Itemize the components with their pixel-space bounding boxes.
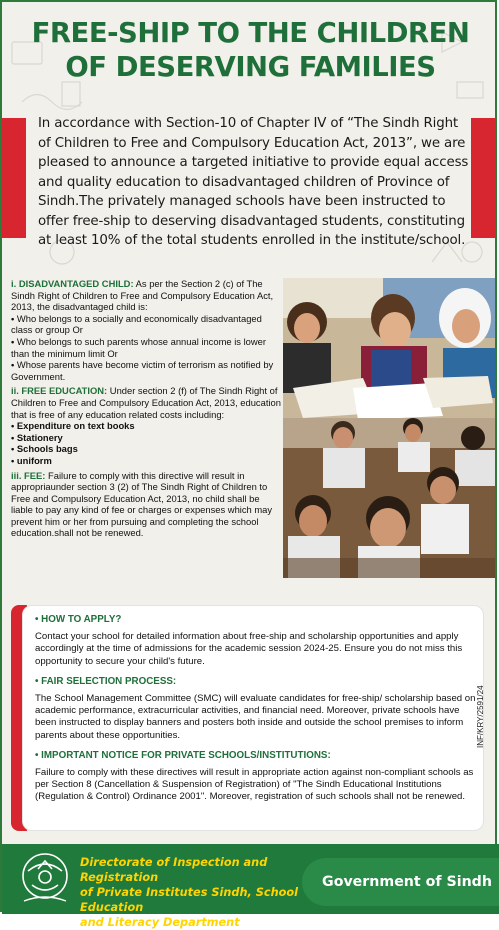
fair-selection-body: The School Management Committee (SMC) will evaluate candidates for free-ship/ scholarship based on academic performance, extracurricular activities, and financial need. Moreover, private schools have been instructed to display banners and posters both inside and outside the school premises to inform parents about these opportunities. [35,693,476,741]
footer-department [80,855,310,930]
red-accent-bar-right [471,118,495,238]
disadvantaged-heading: i. DISADVANTAGED CHILD: [11,278,134,289]
list-item: • uniform [11,455,281,467]
free-education-items [11,420,281,466]
disadvantaged-list [11,313,281,383]
fee-text: Failure to comply with this directive will result in appropriaunder section 3 (2) of The Sindh Right of Children to Free and Compulsory Education Act, 2013, no child shall be liable to pay any kind of fee or charges or expenses which may prevent him or her from pursuing and completing the school education.shall not be renewed. [11,469,273,539]
free-education-heading: ii. FREE EDUCATION: [11,385,108,397]
department-line-3: and Literacy Department [80,916,240,929]
list-item: • Schools bags [11,443,281,455]
how-to-apply-heading: • HOW TO APPLY? [35,614,477,626]
intro-paragraph: In accordance with Section-10 of Chapter IV of “The Sindh Right of Children to Free and Compulsory Education Act, 2013”, we are pleased to announce a targeted initiative to provide equal access and quality education to disadvantaged children of Province of Sindh.The privately managed schools have been instructed to offer free-ship to deserving disadvantaged students, constituting at least 10% of the total students enrolled in the institute/school. [38,116,469,248]
list-item: • Who belongs to a socially and economically disadvantaged class or group Or [11,313,281,336]
department-line-2: of Private Institutes Sindh, School Education [80,886,299,914]
reference-code: INF/KRY/2591/24 [476,685,485,748]
fee-heading: iii. FEE: [11,469,46,481]
free-education-definition [11,385,281,420]
classroom-photo [283,278,495,578]
red-accent-bar-left [2,118,26,238]
important-notice-body: Failure to comply with these directives will result in appropriate action against non-compliant schools as per Section 8 (Cancellation & Suspension of Registration) of "The Sindh Educational Institutions (Regulation & Control) Ordinance 2001". Moreover, registration of such schools shall not be renewed. [35,767,474,803]
sindh-emblem-icon [18,849,72,907]
title-line-2: OF DESERVING FAMILIES [65,51,436,83]
definitions-column [11,278,281,539]
how-to-apply-body: Contact your school for detailed information about free-ship and scholarship opportunities and apply accordingly at the time of admissions for the academic session 2024-25. Ensure you do not miss this opportunity to secure your child's future. [35,631,463,667]
title-line-1: FREE-SHIP TO THE CHILDREN [31,17,470,49]
disadvantaged-child-definition [11,278,281,313]
notice-content [35,614,477,812]
list-item: • Expenditure on text books [11,420,281,432]
government-label: Government of Sindh [322,874,492,890]
disadvantaged-text: As per the Section 2 (c) of The Sindh Right of Children to Free and Compulsory Education Act, 2013, the disadvantaged child is: [11,278,274,313]
page-title [2,16,499,84]
list-item: • Stationery [11,432,281,444]
important-notice-heading: • IMPORTANT NOTICE FOR PRIVATE SCHOOLS/INSTITUTIONS: [35,750,477,762]
list-item: • Who belongs to such parents whose annual income is lower than the minimum limit Or [11,336,281,359]
fee-definition [11,470,281,540]
fair-selection-heading: • FAIR SELECTION PROCESS: [35,676,477,688]
department-line-1: Directorate of Inspection and Registration [80,856,268,884]
list-item: • Whose parents have become victim of terrorism as notified by Government. [11,359,281,382]
free-education-text: Under section 2 (f) of The Sindh Right of Children to Free and Compulsory Education Act, 2013, education that is free of any education related costs including: [11,385,281,420]
